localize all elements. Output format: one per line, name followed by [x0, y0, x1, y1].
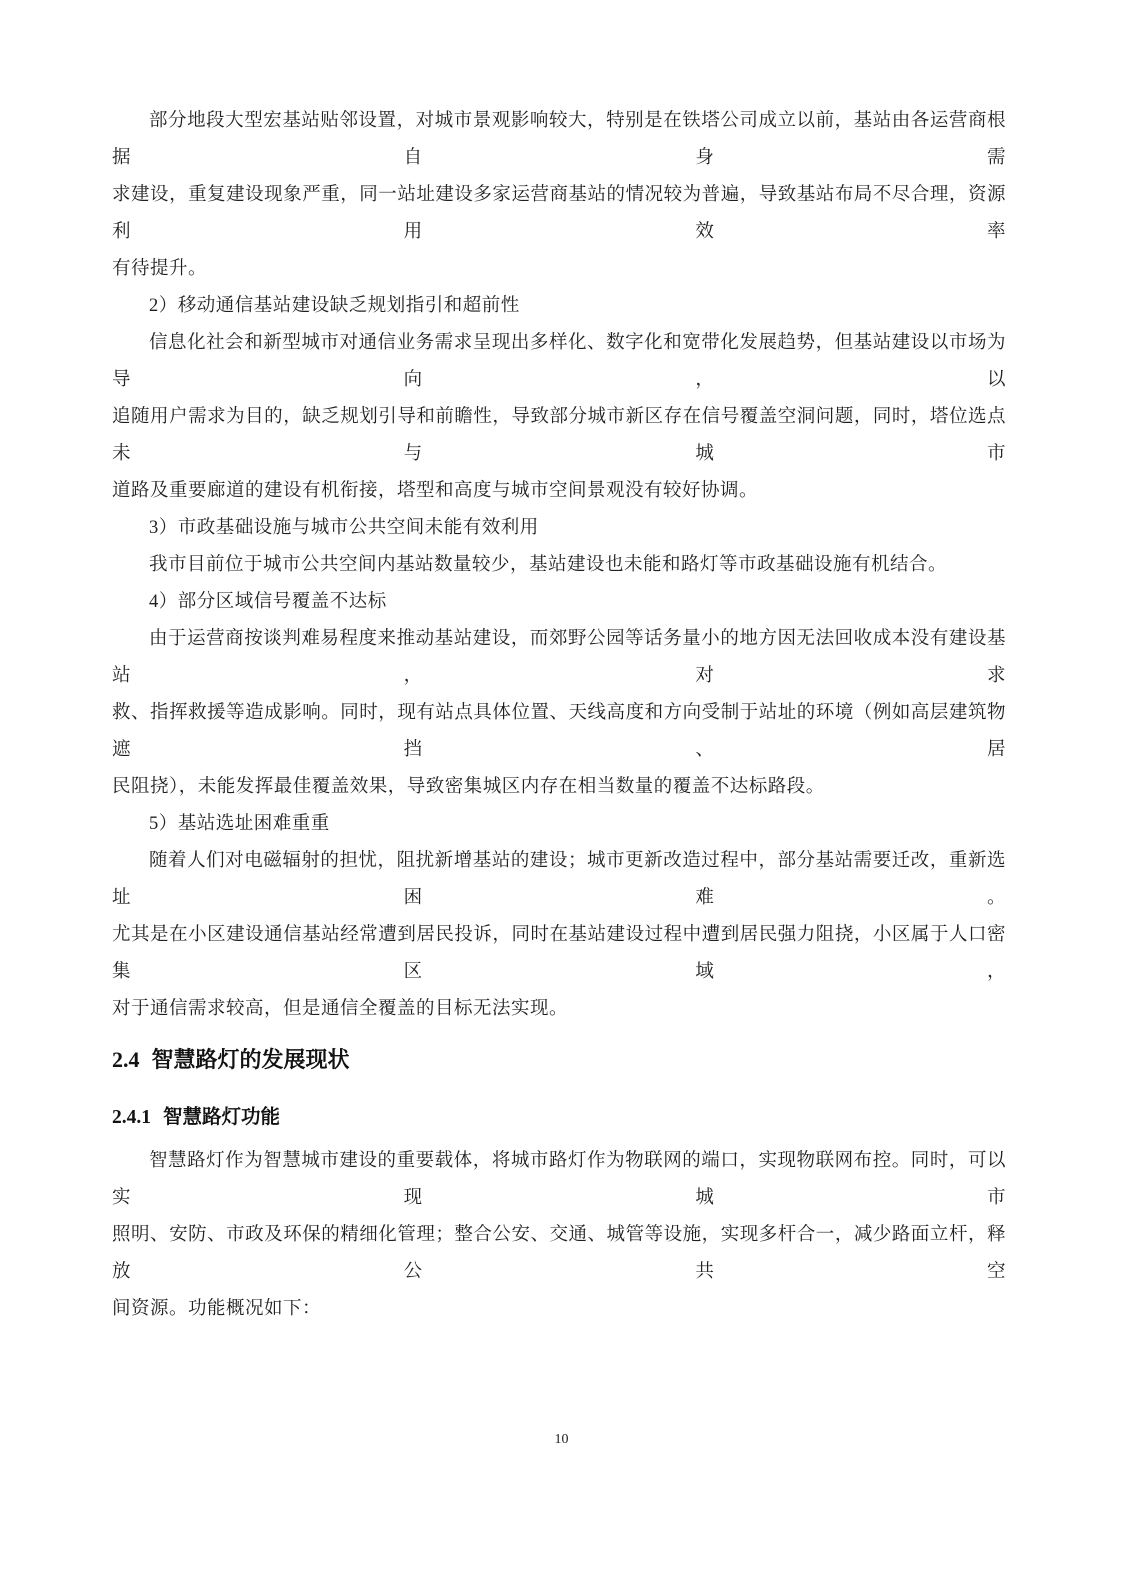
- paragraph-line: 间资源。功能概况如下：: [112, 1299, 322, 1319]
- heading-number: 2.4: [112, 1047, 140, 1072]
- paragraph-line: 求建设，重复建设现象严重，同一站址建设多家运营商基站的情况较为普遍，导致基站布局不尽合理，资源利用效率: [112, 185, 1006, 242]
- paragraph-line: 有待提升。: [112, 259, 208, 279]
- page-number: 10: [554, 1432, 569, 1447]
- paragraph-line: 道路及重要廊道的建设有机衔接，塔型和高度与城市空间景观没有较好协调。: [112, 481, 759, 501]
- heading-text: 智慧路灯功能: [163, 1106, 281, 1128]
- heading-number: 2.4.1: [112, 1107, 151, 1128]
- paragraph-line: 随着人们对电磁辐射的担忧，阻扰新增基站的建设；城市更新改造过程中，部分基站需要迁改，重新选址困难。: [112, 851, 1006, 908]
- paragraph-line: 民阻挠），未能发挥最佳覆盖效果，导致密集城区内存在相当数量的覆盖不达标路段。: [112, 777, 825, 797]
- paragraph-line: 由于运营商按谈判难易程度来推动基站建设，而郊野公园等话务量小的地方因无法回收成本没有建设基站，对求: [112, 629, 1006, 686]
- subsection-heading: [112, 1100, 1006, 1135]
- paragraph-line: 对于通信需求较高，但是通信全覆盖的目标无法实现。: [112, 999, 569, 1019]
- paragraph-line: 智慧路灯作为智慧城市建设的重要载体，将城市路灯作为物联网的端口，实现物联网布控。同时，可以实现城市: [112, 1151, 1006, 1208]
- paragraph-line: 救、指挥救援等造成影响。同时，现有站点具体位置、天线高度和方向受制于站址的环境（例如高层建筑物遮挡、居: [112, 703, 1006, 760]
- paragraph-line: 部分地段大型宏基站贴邻设置，对城市景观影响较大，特别是在铁塔公司成立以前，基站由各运营商根据自身需: [112, 111, 1006, 168]
- body-paragraph: [112, 103, 1006, 288]
- paragraph-line: 追随用户需求为目的，缺乏规划引导和前瞻性，导致部分城市新区存在信号覆盖空洞问题，同时，塔位选点未与城市: [112, 407, 1006, 464]
- document-content: [112, 103, 1006, 1328]
- heading-text: 智慧路灯的发展现状: [151, 1047, 350, 1072]
- paragraph-line: 尤其是在小区建设通信基站经常遭到居民投诉，同时在基站建设过程中遭到居民强力阻挠，小区属于人口密集区域，: [112, 925, 1006, 982]
- section-heading: [112, 1040, 1006, 1080]
- body-paragraph: [112, 1143, 1006, 1328]
- body-paragraph: [112, 547, 1006, 584]
- body-paragraph: [112, 621, 1006, 806]
- paragraph-line: 照明、安防、市政及环保的精细化管理；整合公安、交通、城管等设施，实现多杆合一，减少路面立杆，释放公共空: [112, 1225, 1006, 1282]
- numbered-item-heading: 4）部分区域信号覆盖不达标: [149, 592, 387, 612]
- numbered-item-heading: 3）市政基础设施与城市公共空间未能有效利用: [149, 518, 539, 538]
- paragraph-line: 我市目前位于城市公共空间内基站数量较少，基站建设也未能和路灯等市政基础设施有机结合。: [149, 555, 948, 575]
- numbered-item-heading: 5）基站选址困难重重: [149, 814, 330, 834]
- body-paragraph: [112, 325, 1006, 510]
- numbered-item-heading: 2）移动通信基站建设缺乏规划指引和超前性: [149, 296, 520, 316]
- body-paragraph: [112, 843, 1006, 1028]
- paragraph-line: 信息化社会和新型城市对通信业务需求呈现出多样化、数字化和宽带化发展趋势，但基站建设以市场为导向，以: [112, 333, 1006, 390]
